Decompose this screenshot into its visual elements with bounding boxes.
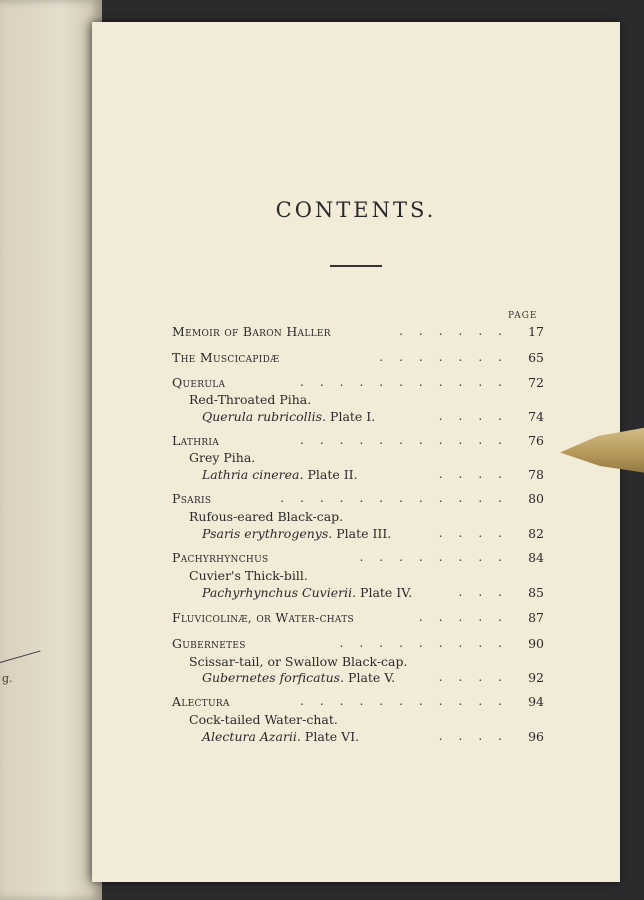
leader-dots: ........... bbox=[300, 694, 518, 708]
toc-page-number: 87 bbox=[528, 610, 544, 625]
toc-entry-lathria bbox=[172, 433, 544, 451]
toc-plate-label: Querula rubricollis. Plate I. bbox=[202, 409, 376, 424]
facing-page bbox=[0, 0, 102, 900]
toc-entry-alectura bbox=[172, 694, 544, 712]
toc-subentry bbox=[172, 509, 544, 527]
toc-subentry bbox=[172, 450, 544, 468]
leader-dots: .... bbox=[438, 467, 518, 481]
contents-page bbox=[92, 22, 620, 882]
toc-page-number: 84 bbox=[528, 550, 544, 565]
leader-dots: .... bbox=[438, 670, 518, 684]
toc-plate-entry bbox=[172, 670, 544, 688]
toc-page-number: 17 bbox=[528, 324, 544, 339]
leader-dots: ........... bbox=[300, 433, 518, 447]
toc-page-number: 65 bbox=[528, 350, 544, 365]
toc-label: The Muscicapidæ bbox=[172, 350, 280, 365]
toc-sublabel: Scissar-tail, or Swallow Black-cap. bbox=[189, 654, 408, 669]
toc-page-number: 94 bbox=[528, 694, 544, 709]
toc-plate-entry bbox=[172, 729, 544, 747]
page-column-label: PAGE bbox=[508, 311, 538, 321]
toc-page-number: 96 bbox=[528, 729, 544, 744]
toc-page-number: 74 bbox=[528, 409, 544, 424]
leader-dots: ........... bbox=[300, 375, 518, 389]
toc-label: Lathria bbox=[172, 433, 220, 448]
toc-label: Gubernetes bbox=[172, 636, 246, 651]
toc-entry-gubernetes bbox=[172, 636, 544, 654]
toc-page-number: 85 bbox=[528, 585, 544, 600]
toc-plate-entry bbox=[172, 467, 544, 485]
toc-label: Querula bbox=[172, 375, 226, 390]
leader-dots: ... bbox=[458, 585, 518, 599]
toc-subentry bbox=[172, 392, 544, 410]
toc-entry-psaris bbox=[172, 491, 544, 509]
toc-plate-label: Alectura Azarii. Plate VI. bbox=[202, 729, 360, 744]
toc-entry-pachyrhynchus bbox=[172, 550, 544, 568]
leader-dots: ............ bbox=[280, 491, 518, 505]
toc-plate-entry bbox=[172, 409, 544, 427]
toc-page-number: 72 bbox=[528, 375, 544, 390]
page-title: CONTENTS. bbox=[275, 198, 437, 222]
leader-dots: .... bbox=[438, 526, 518, 540]
toc-page-number: 82 bbox=[528, 526, 544, 541]
toc-page-number: 92 bbox=[528, 670, 544, 685]
toc-label: Alectura bbox=[172, 694, 230, 709]
toc-sublabel: Red-Throated Piha. bbox=[189, 392, 312, 407]
leader-dots: .... bbox=[438, 409, 518, 423]
toc-page-number: 90 bbox=[528, 636, 544, 651]
toc-label: Pachyrhynchus bbox=[172, 550, 269, 565]
facing-page-fragment: g. bbox=[2, 672, 13, 685]
toc-plate-entry bbox=[172, 585, 544, 603]
toc-plate-label: Psaris erythrogenys. Plate III. bbox=[202, 526, 392, 541]
toc-plate-label: Lathria cinerea. Plate II. bbox=[202, 467, 358, 482]
toc-subentry bbox=[172, 712, 544, 730]
toc-sublabel: Cock-tailed Water-chat. bbox=[189, 712, 338, 727]
toc-label: Memoir of Baron Haller bbox=[172, 324, 331, 339]
toc-sublabel: Cuvier's Thick-bill. bbox=[189, 568, 308, 583]
toc-page-number: 78 bbox=[528, 467, 544, 482]
toc-entry-muscicapidae bbox=[172, 350, 544, 368]
leader-dots: ...... bbox=[399, 324, 518, 338]
toc-entry-memoir bbox=[172, 324, 544, 342]
toc-page-number: 80 bbox=[528, 491, 544, 506]
toc-label: Fluvicolinæ, or Water-chats bbox=[172, 610, 354, 625]
toc-page-number: 76 bbox=[528, 433, 544, 448]
toc-sublabel: Grey Piha. bbox=[189, 450, 256, 465]
leader-dots: ........ bbox=[359, 550, 518, 564]
toc-entry-querula bbox=[172, 375, 544, 393]
toc-subentry bbox=[172, 568, 544, 586]
toc-sublabel: Rufous-eared Black-cap. bbox=[189, 509, 344, 524]
facing-page-rule bbox=[0, 650, 41, 663]
toc-plate-label: Gubernetes forficatus. Plate V. bbox=[202, 670, 396, 685]
toc-plate-label: Pachyrhynchus Cuvierii. Plate IV. bbox=[202, 585, 413, 600]
toc-label: Psaris bbox=[172, 491, 212, 506]
title-rule bbox=[330, 265, 382, 267]
leader-dots: ......... bbox=[339, 636, 518, 650]
leader-dots: ....... bbox=[379, 350, 518, 364]
toc-entry-fluvicolinae bbox=[172, 610, 544, 628]
toc-plate-entry bbox=[172, 526, 544, 544]
leader-dots: .... bbox=[438, 729, 518, 743]
leader-dots: ..... bbox=[418, 610, 518, 624]
